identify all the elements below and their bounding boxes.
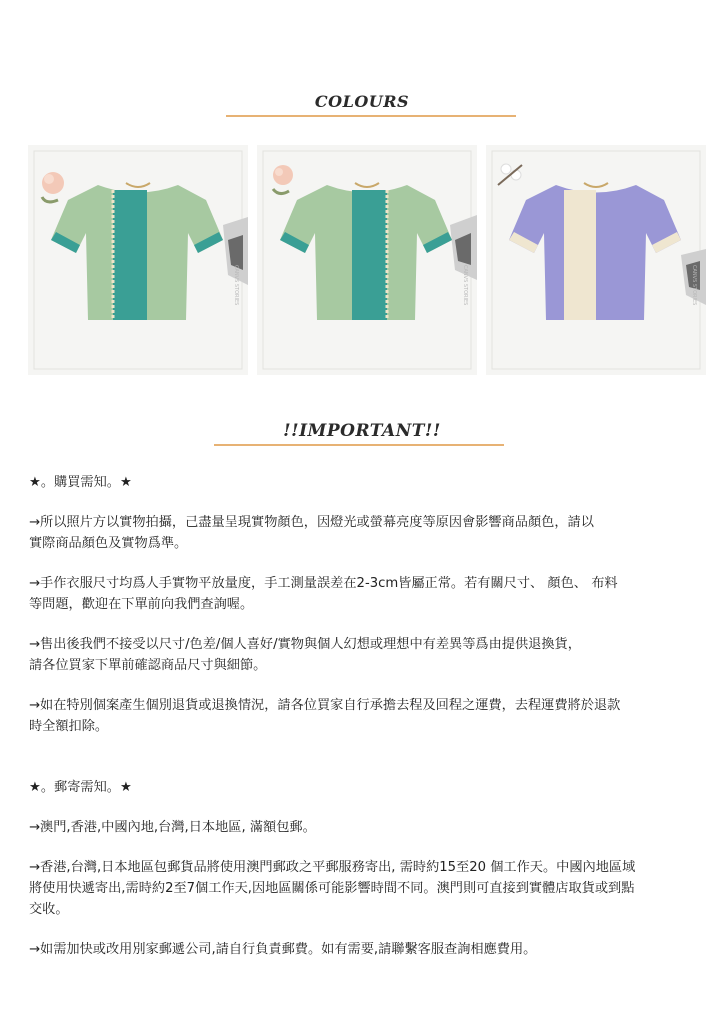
purchase-note-1-line-2: 實際商品顏色及實物爲準。: [29, 536, 188, 551]
purchase-note-3-line-2: 請各位買家下單前確認商品尺寸與細節。: [29, 658, 267, 673]
product-photo-lavender-cream: [486, 145, 706, 375]
important-heading: !!IMPORTANT!!: [283, 421, 441, 441]
shipping-note-2-line-3: 交收。: [29, 902, 69, 917]
shipping-heading: ★。郵寄需知。★: [29, 780, 132, 795]
purchase-note-2-line-2: 等問題，歡迎在下單前向我們查詢喔。: [29, 597, 254, 612]
important-divider: [214, 444, 504, 446]
shipping-note-3: →如需加快或改用別家郵遞公司,請自行負責郵費。如有需要,請聯繫客服查詢相應費用。: [29, 942, 537, 957]
colours-heading: COLOURS: [314, 92, 410, 111]
shipping-note-2-line-1: →香港,台灣,日本地區包郵貨品將使用澳門郵政之平郵服務寄出, 需時約15至20 個工作天。中國內地區域: [29, 860, 636, 875]
shipping-note-1: →澳門,香港,中國內地,台灣,日本地區, 滿額包郵。: [29, 820, 316, 835]
purchase-note-3-line-1: →售出後我們不接受以尺寸/色差/個人喜好/實物與個人幻想或理想中有差異等爲由提供退換貨，: [29, 637, 581, 652]
notice-content: [29, 472, 689, 960]
watermark: CANVS STORIES: [691, 265, 697, 306]
purchase-heading: ★。購買需知。★: [29, 475, 132, 490]
purchase-note-4-line-2: 時全額扣除。: [29, 719, 109, 734]
shipping-note-2-line-2: 將使用快遞寄出,需時約2至7個工作天,因地區關係可能影響時間不同。澳門則可直接到實體店取貨或到點: [29, 881, 635, 896]
purchase-note-1-line-1: →所以照片方以實物拍攝，己盡量呈現實物顏色，因燈光或螢幕亮度等原因會影響商品顏色，請以: [29, 515, 594, 530]
product-photo-green-teal-center: [257, 145, 477, 375]
watermark: CANVS STORIES: [462, 265, 468, 306]
purchase-note-4-line-1: →如在特別個案產生個別退貨或退換情況，請各位買家自行承擔去程及回程之運費，去程運費將於退款: [29, 698, 621, 713]
watermark: CANVS STORIES: [233, 265, 239, 306]
product-photo-green-teal: [28, 145, 248, 375]
purchase-note-2-line-1: →手作衣服尺寸均爲人手實物平放量度，手工測量誤差在2-3cm皆屬正常。若有關尺寸、 顏色、 布料: [29, 576, 618, 591]
colours-divider: [226, 115, 516, 117]
